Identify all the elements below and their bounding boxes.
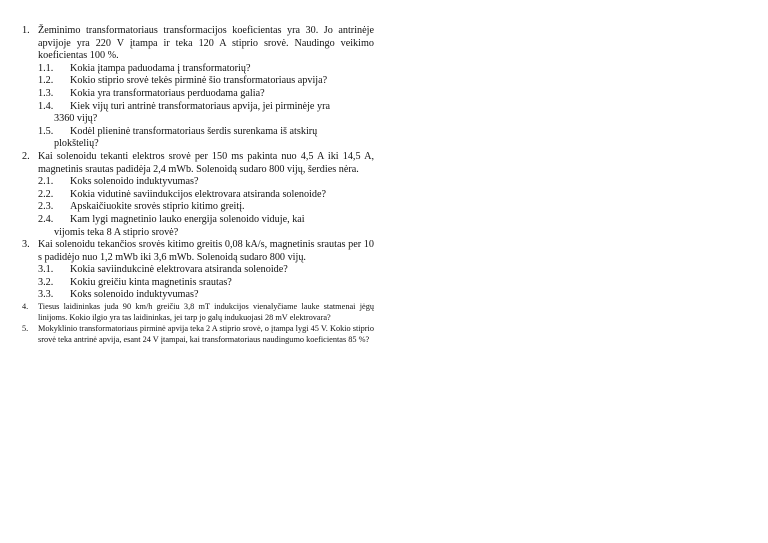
subquestion-number: 1.4. (38, 100, 54, 112)
question-list (22, 25, 374, 346)
subquestion-1-4 (38, 101, 374, 126)
subquestion-text: Kodėl plieninė transformatoriaus šerdis surenkama iš atskirų (70, 125, 318, 137)
subquestion-text: Kiek vijų turi antrinė transformatoriaus apvija, jei pirminėje yra (70, 100, 330, 112)
subquestion-text: Koks solenoido induktyvumas? (70, 176, 199, 188)
subquestion-text: Apskaičiuokite srovės stiprio kitimo greitį. (70, 201, 245, 213)
subquestion-1-3 (38, 88, 374, 101)
subquestion-1-5 (38, 126, 374, 151)
subquestion-number: 2.2. (38, 188, 54, 200)
subquestion-2-1 (38, 176, 374, 189)
question-text: Mokyklinio transformatoriaus pirminė apvija teka 2 A stiprio srovė, o įtampa lygi 45 V. Kokio stiprio srovė teka antrinė apvija, esant 24 V įtampai, kai transformatoriaus naudingumo koeficientas 85 %? (38, 323, 374, 344)
subquestion-text: Kam lygi magnetinio lauko energija solenoido viduje, kai (70, 213, 305, 225)
question-number: 5. (22, 323, 29, 333)
subquestion-number: 1.5. (38, 125, 54, 137)
subquestion-text: Kokia yra transformatoriaus perduodama galia? (70, 87, 265, 99)
question-4 (22, 302, 374, 324)
subquestion-continuation: 3360 vijų? (54, 113, 98, 125)
question-number: 1. (22, 25, 30, 36)
subquestion-number: 2.4. (38, 213, 54, 225)
subquestion-3-2 (38, 277, 374, 290)
question-2 (22, 151, 374, 176)
subquestion-number: 1.1. (38, 62, 54, 74)
question-text: Kai solenoidu tekančios srovės kitimo greitis 0,08 kA/s, magnetinis srautas per 10 s padidėjo nuo 1,2 mWb iki 3,6 mWb. Solenoidą sudaro 800 vijų. (38, 239, 374, 263)
subquestion-text: Kokia įtampa paduodama į transformatorių? (70, 62, 251, 74)
subquestion-number: 1.2. (38, 75, 54, 87)
subquestion-number: 2.1. (38, 176, 54, 188)
question-3 (22, 239, 374, 264)
subquestion-1-2 (38, 75, 374, 88)
subquestion-text: Koks solenoido induktyvumas? (70, 289, 199, 301)
subquestion-number: 2.3. (38, 201, 54, 213)
question-5 (22, 324, 374, 346)
subquestion-2-2 (38, 189, 374, 202)
question-text: Tiesus laidininkas juda 90 km/h greičiu 3,8 mT indukcijos vienalyčiame lauke statmenai jėgų linijoms. Kokio ilgio yra tas laidininkas, jei tarp jo galų indukuojasi 28 mV elektrovara? (38, 302, 374, 322)
subquestion-number: 3.1. (38, 264, 54, 276)
question-text: Žeminimo transformatoriaus transformacijos koeficientas yra 30. Jo antrinėje apvijoje yra 220 V įtampa ir teka 120 A stiprio srovė. Naudingo veikimo koeficientas 100 %. (38, 25, 374, 62)
question-number: 3. (22, 239, 30, 251)
subquestion-3-3 (38, 289, 374, 302)
subquestion-number: 3.2. (38, 276, 54, 288)
question-text: Kai solenoidu tekanti elektros srovė per 150 ms pakinta nuo 4,5 A iki 14,5 A, magnetinis srautas padidėja 2,4 mWb. Solenoidą sudaro 800 vijų, šerdies nėra. (38, 150, 374, 175)
subquestion-text: Kokia saviindukcinė elektrovara atsiranda solenoide? (70, 264, 288, 276)
subquestion-continuation: plokštelių? (54, 138, 99, 150)
subquestion-text: Kokiu greičiu kinta magnetinis srautas? (70, 276, 232, 288)
question-number: 2. (22, 150, 30, 162)
subquestion-2-3 (38, 201, 374, 214)
subquestion-3-1 (38, 264, 374, 277)
subquestion-1-1 (38, 63, 374, 76)
subquestion-continuation: vijomis teka 8 A stiprio srovė? (54, 226, 179, 238)
subquestion-number: 1.3. (38, 87, 54, 99)
question-number: 4. (22, 302, 29, 312)
subquestion-2-4 (38, 214, 374, 239)
question-1 (22, 25, 374, 63)
subquestion-text: Kokio stiprio srovė tekės pirminė šio transformatoriaus apvija? (70, 75, 328, 87)
subquestion-number: 3.3. (38, 289, 54, 301)
subquestion-text: Kokia vidutinė saviindukcijos elektrovara atsiranda solenoide? (70, 188, 327, 200)
